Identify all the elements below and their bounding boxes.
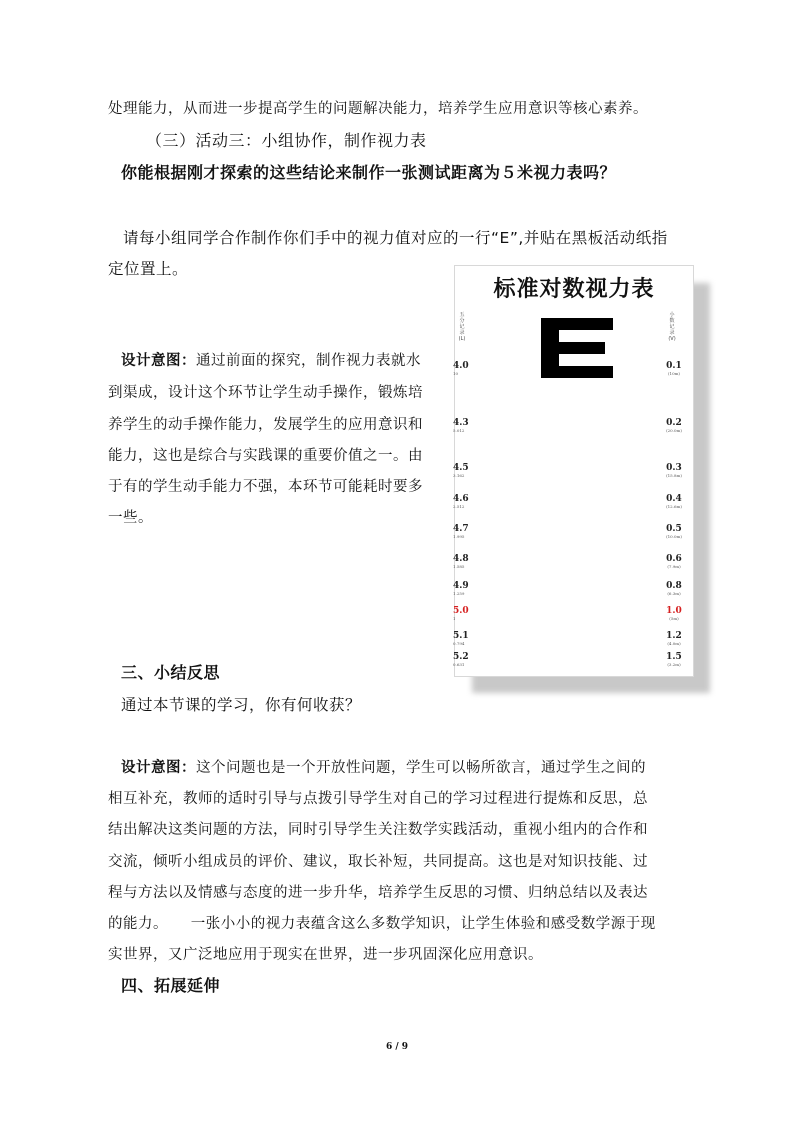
design-intent-line: 一些。 [108,510,153,526]
right-scale-header [665,312,679,342]
row-right-value: 0.2 (20.0m) [659,418,689,433]
header-char: 录 [669,330,675,336]
row-right-sub: (15.8m) [666,473,682,478]
row-right-value: 1.2 (4.0m) [659,631,689,646]
row-left-sub: 3.162 [453,473,465,478]
activity-heading: （三）活动三：小组协作，制作视力表 [146,131,427,150]
design-intent-line: 交流，倾听小组成员的评价、建议，取长补短，共同提高。这也是对知识技能、过 [108,854,648,870]
eye-chart-figure [454,265,712,695]
header-char: (L) [458,336,466,342]
row-right-value: 0.1 (10m) [659,361,689,376]
paragraph-line: 处理能力，从而进一步提高学生的问题解决能力，培养学生应用意识等核心素养。 [108,101,648,117]
row-right-value: 0.6 (7.9m) [659,554,689,569]
row-right-value: 0.3 (15.8m) [659,463,689,478]
header-char: 数 [669,318,675,324]
row-left-sub: 1.995 [453,534,465,539]
row-right-sub: (7.9m) [667,564,681,569]
design-intent-line: 程与方法以及情感与态度的进一步升华，培养学生反思的习惯、归纳总结以及表达 [108,885,648,901]
row-right-value: 1.0 (5m) [659,606,689,621]
design-intent-text: 通过前面的探究，制作视力表就水 [196,353,421,369]
activity-question: 你能根据刚才探索的这些结论来制作一张测试距离为５米视力表吗？ [121,163,617,182]
row-right-sub: (5m) [669,616,679,621]
page-number: 6 / 9 [385,1042,409,1052]
row-left-sub: 0.631 [453,662,465,667]
design-intent-label: 设计意图： [121,760,196,776]
header-char: 记 [459,324,465,330]
design-intent-line: 的能力。 一张小小的视力表蕴含这么多数学知识，让学生体验和感受数学源于现 [108,916,656,932]
row-right-sub: (10m) [667,371,680,376]
paragraph-line: 请每小组同学合作制作你们手中的视力值对应的一行“E”,并贴在黑板活动纸指 [123,229,668,247]
row-left-sub: 10 [453,371,459,376]
row-right-value: 0.5 (10.0m) [659,524,689,539]
section-question: 通过本节课的学习，你有何收获？ [121,696,362,714]
row-left-sub: 1.585 [453,564,465,569]
design-intent-label: 设计意图： [121,353,196,369]
header-char: 五 [459,312,465,318]
row-left-value: 5.1 0.794 [453,631,469,646]
row-left-value: 5.2 0.631 [453,652,469,667]
row-left-sub: 1.259 [453,591,465,596]
header-char: 分 [459,318,465,324]
left-scale-header [455,312,469,342]
design-intent-line: 养学生的动手操作能力，发展学生的应用意识和 [108,417,423,433]
design-intent-line [121,753,646,783]
section-title: 三、小结反思 [121,663,221,682]
design-intent-line: 相互补充，教师的适时引导与点拨引导学生对自己的学习过程进行提炼和反思，总 [108,791,648,807]
row-left-value: 4.8 1.585 [453,554,469,569]
design-intent-line: 实世界，又广泛地应用于现实在世界，进一步巩固深化应用意识。 [108,947,543,963]
row-left-value: 4.3 5.012 [453,418,469,433]
row-left-value: 4.7 1.995 [453,524,469,539]
row-left-sub: 2.512 [453,504,465,509]
section-title: 四、拓展延伸 [121,976,221,995]
tumbling-e-icon [541,318,613,378]
row-left-value: 4.5 3.162 [453,463,469,478]
header-char: 记 [669,324,675,330]
row-left-sub: 5.012 [453,428,465,433]
row-left-sub: 0.794 [453,641,465,646]
design-intent-line: 结出解决这类问题的方法，同时引导学生关注数学实践活动，重视小组内的合作和 [108,822,648,838]
header-char: 录 [459,330,465,336]
row-right-value: 0.4 (12.6m) [659,494,689,509]
row-left-value: 5.0 1 [453,606,469,621]
row-left-value: 4.0 10 [453,361,469,376]
design-intent-line: 于有的学生动手能力不强，本环节可能耗时要多 [108,479,423,495]
eye-chart-title: 标准对数视力表 [493,277,655,302]
header-char: 小 [669,312,675,318]
design-intent-line: 到渠成，设计这个环节让学生动手操作，锻炼培 [108,385,423,401]
row-right-value: 1.5 (3.2m) [659,652,689,667]
row-right-sub: (10.0m) [666,534,682,539]
eye-chart [454,265,694,677]
row-left-sub: 1 [453,616,456,621]
paragraph-line: 定位置上。 [108,260,189,278]
row-right-value: 0.8 (6.3m) [659,581,689,596]
row-left-value: 4.6 2.512 [453,494,469,509]
header-char: (V) [668,336,676,342]
row-right-sub: (6.3m) [667,591,681,596]
row-right-sub: (4.0m) [667,641,681,646]
row-right-sub: (12.6m) [666,504,682,509]
row-left-value: 4.9 1.259 [453,581,469,596]
row-right-sub: (20.0m) [666,428,682,433]
design-intent-text: 这个问题也是一个开放性问题，学生可以畅所欲言，通过学生之间的 [196,760,646,776]
design-intent-line [121,346,421,376]
design-intent-line: 能力，这也是综合与实践课的重要价值之一。由 [108,448,423,464]
row-right-sub: (3.2m) [667,662,681,667]
